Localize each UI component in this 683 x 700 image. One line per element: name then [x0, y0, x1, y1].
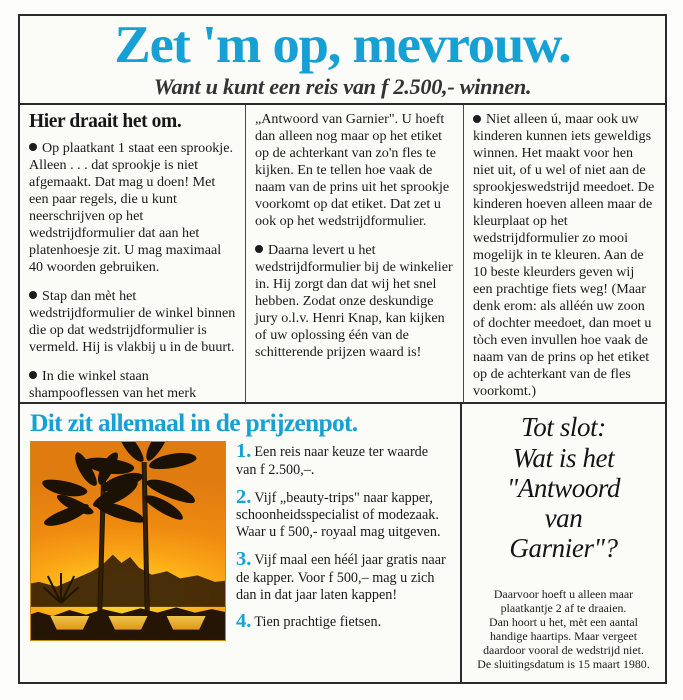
column-entry-steps: [246, 105, 464, 402]
bullet-icon: [29, 291, 37, 299]
prize-item: [236, 441, 450, 478]
page-title: Zet 'm op, mevrouw.: [114, 16, 571, 74]
fine-print-line: handige haartips. Maar vergeet: [489, 629, 638, 644]
prize-number: 2.: [236, 485, 252, 508]
tot-slot-panel: [462, 404, 665, 682]
paragraph-text: „Antwoord van Garnier". U hoeft dan alleen nog maar op het etiket op de achterkant van zo'n fles te kijken. En te tellen hoe vaak de naam van de prins uit het sprookje voorkomt op dat etiket. Dat zet u ook op het wedstrijdformulier.: [255, 111, 450, 230]
prize-body: [20, 441, 460, 682]
tot-slot-heading: [471, 410, 656, 563]
prize-number: 1.: [236, 440, 252, 463]
fine-print-line: plaatkantje 2 af te draaien.: [500, 601, 627, 616]
paragraph: [29, 288, 236, 356]
bullet-icon: [29, 371, 37, 379]
water-reflections: [47, 616, 210, 630]
prize-text: Tien prachtige fietsen.: [254, 614, 382, 631]
tot-slot-line: van: [544, 503, 583, 534]
prize-text: Vijf „beauty-trips" naar kapper, schoonheidsspecialist of modezaak. Waar u f 500,- royaal mag uitgeven.: [236, 489, 441, 541]
subtitle: Want u kunt een reis van f 2.500,- winnen.: [153, 73, 532, 99]
bullet-icon: [255, 245, 263, 253]
column-heading: Hier draait het om.: [29, 111, 182, 133]
prize-number: 3.: [236, 548, 252, 571]
ad-frame: [18, 14, 667, 684]
prize-item: [236, 611, 450, 632]
lower-section: [20, 404, 665, 682]
paragraph: [29, 368, 236, 402]
fine-print-line: daardoor vooral de wedstrijd niet.: [483, 643, 644, 658]
bullet-icon: [473, 115, 481, 123]
paragraph: [255, 242, 454, 361]
prize-number: 4.: [236, 610, 252, 633]
paragraph: [255, 111, 454, 230]
photo-container: [20, 441, 232, 676]
paragraph-text: Daarna levert u het wedstrijdformulier bij de winkelier in. Hij zorgt dan dat wij het snel hebben. Zodat onze deskundige jury o.l.v. Henri Knap, kan kijken of uw oplossing één van de schitterende prijzen waard is!: [255, 242, 453, 361]
tropical-sunset-photo: [30, 441, 226, 641]
prize-list: [232, 441, 460, 676]
prize-item: [236, 487, 450, 541]
masthead: [20, 16, 665, 105]
paragraph-text: Stap dan mèt het wedstrijdformulier de winkel binnen die op dat wedstrijdformulier is vermeld. Hij is vlakbij u in de buurt.: [29, 287, 236, 355]
tot-slot-line: Wat is het: [512, 442, 615, 473]
fine-print-line: De sluitingsdatum is 15 maart 1980.: [477, 657, 650, 672]
column-children-contest: [464, 105, 665, 402]
bare-tree-icon: [37, 545, 83, 603]
prize-item: [236, 549, 450, 603]
fine-print-line: Daarvoor hoeft u alleen maar: [493, 587, 634, 602]
prize-text: Vijf maal een héél jaar gratis naar de kapper. Voor f 500,– mag u zich dan in dat jaar laten kappen!: [236, 551, 446, 603]
paragraph-text: Op plaatkant 1 staat een sprookje. Alleen . . . dat sprookje is niet afgemaakt. Dat mag u doen! Met een paar regels, die u kunt neerschrijven op het wedstrijdformulier dat aan het platenhoesje zit. U mag maximaal 40 woorden gebruiken.: [29, 139, 233, 275]
paragraph: [29, 140, 236, 276]
tot-slot-line: Garnier"?: [509, 533, 618, 564]
tot-slot-line: "Antwoord: [506, 472, 621, 503]
paragraph-text: In die winkel staan shampooflessen van het merk: [29, 367, 197, 401]
prize-text: Een reis naar keuze ter waarde van f 2.500,–.: [236, 444, 429, 478]
bullet-icon: [29, 143, 37, 151]
paragraph-text: Niet alleen ú, maar ook uw kinderen kunnen iets geweldigs winnen. Het maakt voor hen niet uit, of u wel of niet aan de sprookjeswedstrijd meedoet. De kinderen hoeven alleen maar de kleurplaat op het wedstrijdformulier zo mooi mogelijk in te kleuren. Aan de 10 beste kleurders geven wij een prachtige fiets weg! (Maar denk erom: als alléén uw zoon of dochter meedoet, dan moet u tòch even invullen hoe vaak de naam van de prins op het etiket op de achterkant van de fles voorkomt.): [473, 111, 655, 399]
tot-slot-line: Tot slot:: [521, 412, 606, 443]
paragraph: [473, 111, 656, 399]
column-how-it-works: [20, 105, 246, 402]
body-columns: [20, 105, 665, 404]
prize-pot-heading: Dit zit allemaal in de prijzenpot.: [30, 408, 358, 438]
fine-print-line: Dan hoort u het, mèt een aantal: [489, 615, 638, 630]
prize-pot-panel: [20, 404, 462, 682]
fine-print: [471, 588, 656, 676]
